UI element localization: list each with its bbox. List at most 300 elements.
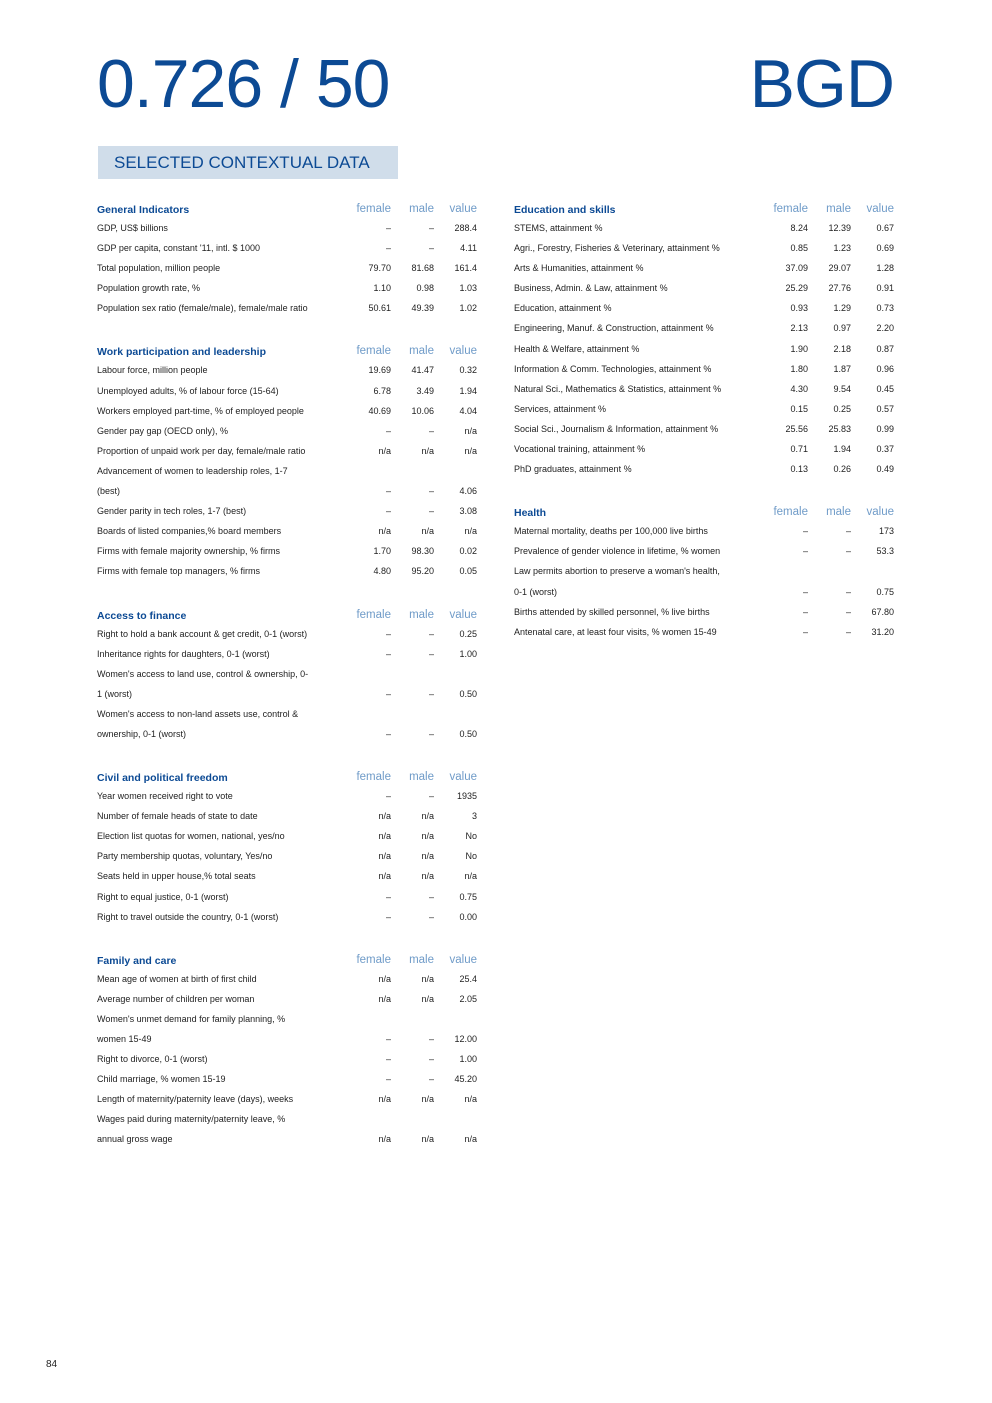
overall-value: 0.69: [876, 243, 894, 254]
section-title: Health: [514, 507, 547, 520]
row-values: [765, 258, 894, 278]
row-label: [97, 644, 348, 664]
overall-value: 0.49: [876, 464, 894, 475]
row-label-text: Births attended by skilled personnel, % live births: [514, 606, 710, 617]
table-row: [97, 969, 477, 989]
row-label-text: STEMS, attainment %: [514, 223, 603, 233]
row-label-text: Child marriage, % women 15-19: [97, 1074, 226, 1085]
table-row: [97, 644, 477, 664]
row-values: [765, 298, 894, 318]
row-label-text: Mean age of women at birth of first child: [97, 973, 257, 984]
table-row: [97, 786, 477, 806]
column-header-male: male: [826, 203, 851, 215]
female-value: n/a: [378, 526, 391, 537]
female-value: –: [802, 586, 808, 597]
male-value: 1.94: [833, 444, 851, 455]
male-value: –: [428, 486, 434, 497]
row-label-text: Gender parity in tech roles, 1-7 (best): [97, 506, 247, 517]
row-label: [514, 602, 765, 622]
row-label: [514, 278, 765, 298]
male-value: 0.26: [833, 464, 851, 475]
overall-value: 173: [878, 526, 894, 537]
male-value: –: [428, 243, 434, 254]
section-title: Work participation and leadership: [97, 346, 267, 359]
female-value: 1.90: [790, 343, 808, 354]
left-column: [97, 196, 477, 1170]
country-code: BGD: [749, 46, 894, 122]
female-value: 1.80: [790, 363, 808, 374]
row-label: [514, 318, 765, 338]
row-values: [348, 258, 477, 278]
table-row: [97, 541, 477, 561]
table-row: [97, 664, 477, 704]
row-values: [348, 866, 477, 886]
male-value: 49.39: [411, 303, 434, 314]
table-row: [514, 439, 894, 459]
page-number: 84: [46, 1359, 58, 1370]
female-value: –: [385, 728, 391, 739]
row-label-text: Population growth rate, %: [97, 283, 201, 294]
female-value: –: [385, 688, 391, 699]
overall-value: 0.50: [459, 688, 477, 699]
row-label-text: Women's access to non-land assets use, control &: [97, 708, 299, 719]
male-value: 29.07: [828, 263, 851, 274]
row-label: [97, 1009, 348, 1049]
row-values: [348, 218, 477, 238]
row-label-text: Workers employed part-time, % of employed people: [97, 405, 304, 416]
male-value: n/a: [421, 851, 434, 862]
male-value: n/a: [421, 526, 434, 537]
row-label: [97, 664, 348, 704]
overall-value: 0.91: [876, 283, 894, 294]
row-label-text: Election list quotas for women, national, yes/no: [97, 831, 285, 842]
row-label: [97, 521, 348, 541]
table-row: [514, 379, 894, 399]
row-values: [348, 298, 477, 318]
row-label: [97, 624, 348, 644]
row-label-text-continued: (best): [97, 486, 121, 497]
row-values: [348, 1109, 477, 1149]
row-label-text: Gender pay gap (OECD only), %: [97, 425, 229, 436]
overall-value: 1.02: [459, 303, 477, 314]
table-row: [514, 622, 894, 642]
female-value: –: [802, 626, 808, 637]
table-row: [514, 298, 894, 318]
row-label: [97, 1069, 348, 1089]
column-header-male: male: [409, 345, 434, 358]
row-label-text: Social Sci., Journalism & Information, attainment %: [514, 423, 719, 434]
row-label: [97, 1109, 348, 1149]
female-value: 4.30: [790, 383, 808, 394]
female-value: –: [385, 243, 391, 254]
overall-value: 4.11: [460, 243, 477, 254]
table-row: [97, 704, 477, 744]
male-value: –: [428, 223, 434, 233]
section-banner: SELECTED CONTEXTUAL DATA: [98, 146, 398, 179]
row-label: [97, 501, 348, 521]
row-label-text: Antenatal care, at least four visits, % women 15-49: [514, 626, 717, 637]
row-label: [514, 379, 765, 399]
column-header-female: female: [356, 345, 391, 358]
male-value: –: [428, 628, 434, 639]
male-value: 1.29: [833, 303, 851, 314]
male-value: –: [845, 626, 851, 637]
table-row: [514, 419, 894, 439]
overall-value: 0.87: [876, 343, 894, 354]
row-label-text: Firms with female top managers, % firms: [97, 566, 261, 577]
overall-value: 161.4: [454, 263, 477, 274]
row-label-text: Total population, million people: [97, 263, 221, 274]
row-label: [97, 866, 348, 886]
overall-value: 288.4: [454, 223, 477, 233]
row-label-text-continued: 0-1 (worst): [514, 586, 558, 597]
row-label: [97, 887, 348, 907]
female-value: n/a: [378, 831, 391, 842]
row-label: [97, 298, 348, 318]
male-value: n/a: [421, 445, 434, 456]
female-value: n/a: [378, 445, 391, 456]
row-label-text: Unemployed adults, % of labour force (15-64): [97, 385, 279, 396]
row-values: [348, 1009, 477, 1049]
row-values: [765, 459, 894, 479]
column-header-value: value: [449, 771, 477, 784]
row-label: [97, 381, 348, 401]
male-value: –: [428, 791, 434, 802]
row-label-text: PhD graduates, attainment %: [514, 464, 632, 475]
female-value: 0.93: [790, 303, 808, 314]
column-header-male: male: [826, 506, 851, 519]
female-value: –: [385, 891, 391, 902]
column-header-female: female: [356, 203, 391, 215]
section-education-and-skills: [514, 196, 894, 479]
table-row: [97, 278, 477, 298]
section-title: Access to finance: [97, 609, 187, 622]
row-label: [97, 786, 348, 806]
row-label-text: Information & Comm. Technologies, attainment %: [514, 363, 712, 374]
male-value: 0.97: [833, 323, 851, 334]
table-row: [97, 989, 477, 1009]
overall-value: 0.02: [459, 546, 477, 557]
row-label: [97, 421, 348, 441]
row-label: [514, 218, 765, 238]
row-label: [97, 561, 348, 581]
table-row: [97, 806, 477, 826]
section-access-to-finance: [97, 602, 477, 745]
male-value: 1.23: [833, 243, 851, 254]
male-value: –: [428, 911, 434, 922]
row-values: [348, 521, 477, 541]
male-value: n/a: [421, 871, 434, 882]
section-civil-political-freedom: [97, 764, 477, 927]
column-header-female: female: [773, 203, 808, 215]
row-label: [97, 704, 348, 744]
male-value: –: [428, 506, 434, 517]
overall-value: 4.06: [459, 486, 477, 497]
table-row: [97, 1009, 477, 1049]
overall-value: 0.32: [459, 365, 477, 376]
row-label: [514, 521, 765, 541]
row-values: [348, 786, 477, 806]
male-value: 2.18: [833, 343, 851, 354]
overall-value: 0.99: [876, 423, 894, 434]
overall-value: 0.57: [876, 403, 894, 414]
row-label-text-continued: women 15-49: [97, 1034, 152, 1044]
table-row: [97, 461, 477, 501]
table-row: [514, 359, 894, 379]
female-value: 0.13: [790, 464, 808, 475]
row-label: [97, 846, 348, 866]
row-values: [348, 1089, 477, 1109]
table-row: [514, 218, 894, 238]
overall-value: 53.3: [876, 546, 894, 557]
column-header-male: male: [409, 608, 434, 621]
row-label: [97, 826, 348, 846]
column-header-value: value: [866, 506, 894, 519]
overall-value: 4.04: [459, 405, 477, 416]
overall-value: n/a: [464, 425, 477, 436]
table-row: [514, 561, 894, 601]
row-values: [348, 441, 477, 461]
row-values: [765, 541, 894, 561]
row-label-text: Business, Admin. & Law, attainment %: [514, 283, 668, 294]
male-value: n/a: [421, 1134, 434, 1145]
row-values: [348, 501, 477, 521]
male-value: n/a: [421, 811, 434, 822]
male-value: –: [428, 1074, 434, 1085]
row-label: [97, 441, 348, 461]
gender-gap-score: 0.726 / 50: [97, 46, 390, 122]
row-values: [348, 278, 477, 298]
female-value: –: [385, 1034, 391, 1044]
column-header-female: female: [356, 953, 391, 966]
row-label-text-continued: annual gross wage: [97, 1134, 173, 1145]
overall-value: 1.00: [459, 648, 477, 659]
row-values: [348, 360, 477, 380]
row-values: [765, 602, 894, 622]
row-label-text: Advancement of women to leadership roles, 1-7: [97, 465, 288, 476]
row-label: [97, 258, 348, 278]
section-header: [514, 196, 894, 218]
table-row: [97, 218, 477, 238]
male-value: n/a: [421, 973, 434, 984]
male-value: 0.98: [416, 283, 434, 294]
row-values: [348, 846, 477, 866]
table-row: [97, 1069, 477, 1089]
male-value: 9.54: [833, 383, 851, 394]
column-header-male: male: [409, 771, 434, 784]
overall-value: 0.75: [459, 891, 477, 902]
row-values: [765, 339, 894, 359]
female-value: n/a: [378, 1094, 391, 1105]
row-values: [348, 381, 477, 401]
row-label-text: Prevalence of gender violence in lifetime, % women: [514, 546, 721, 557]
female-value: n/a: [378, 973, 391, 984]
column-header-value: value: [449, 953, 477, 966]
female-value: –: [385, 911, 391, 922]
overall-value: 12.00: [454, 1034, 477, 1044]
table-row: [97, 238, 477, 258]
row-label-text: Right to equal justice, 0-1 (worst): [97, 891, 229, 902]
table-row: [514, 278, 894, 298]
table-row: [514, 318, 894, 338]
female-value: –: [385, 506, 391, 517]
row-values: [348, 989, 477, 1009]
overall-value: 0.73: [876, 303, 894, 314]
section-general-indicators: [97, 196, 477, 318]
overall-value: 0.37: [876, 444, 894, 455]
row-label-text: Boards of listed companies,% board members: [97, 526, 282, 537]
section-header: [97, 602, 477, 624]
female-value: –: [802, 526, 808, 537]
female-value: –: [385, 1054, 391, 1065]
row-label-text: GDP, US$ billions: [97, 223, 168, 233]
table-row: [97, 826, 477, 846]
table-row: [97, 521, 477, 541]
row-label: [97, 360, 348, 380]
overall-value: 3: [471, 811, 477, 822]
row-values: [348, 806, 477, 826]
section-header: [97, 338, 477, 360]
section-header: [97, 764, 477, 786]
male-value: –: [845, 526, 851, 537]
female-value: n/a: [378, 1134, 391, 1145]
female-value: 37.09: [785, 263, 808, 274]
row-label: [97, 238, 348, 258]
row-label: [514, 359, 765, 379]
row-label-text: Health & Welfare, attainment %: [514, 343, 640, 354]
column-header-value: value: [449, 608, 477, 621]
row-label: [97, 541, 348, 561]
overall-value: n/a: [464, 871, 477, 882]
male-value: 27.76: [828, 283, 851, 294]
table-row: [97, 258, 477, 278]
section-title: General Indicators: [97, 204, 190, 216]
row-label: [514, 298, 765, 318]
overall-value: n/a: [464, 1094, 477, 1105]
row-label-text: Vocational training, attainment %: [514, 444, 646, 455]
row-values: [348, 969, 477, 989]
female-value: –: [385, 1074, 391, 1085]
overall-value: No: [465, 851, 477, 862]
row-label: [514, 622, 765, 642]
table-row: [514, 258, 894, 278]
male-value: –: [845, 586, 851, 597]
row-values: [765, 399, 894, 419]
row-label-text: Firms with female majority ownership, % firms: [97, 546, 281, 557]
overall-value: 31.20: [871, 626, 894, 637]
row-label: [97, 1089, 348, 1109]
row-label-text: Proportion of unpaid work per day, female/male ratio: [97, 445, 306, 456]
female-value: –: [802, 606, 808, 617]
overall-value: 0.50: [459, 728, 477, 739]
row-values: [765, 278, 894, 298]
row-values: [348, 401, 477, 421]
row-label-text: Year women received right to vote: [97, 791, 233, 802]
section-work-participation: [97, 338, 477, 581]
table-row: [97, 360, 477, 380]
table-row: [97, 1109, 477, 1149]
row-label-text: Number of female heads of state to date: [97, 811, 258, 822]
table-row: [514, 541, 894, 561]
female-value: 79.70: [368, 263, 391, 274]
male-value: –: [428, 688, 434, 699]
overall-value: n/a: [464, 445, 477, 456]
row-values: [765, 622, 894, 642]
row-label: [97, 989, 348, 1009]
row-values: [765, 318, 894, 338]
overall-value: 0.75: [876, 586, 894, 597]
row-values: [348, 644, 477, 664]
section-health: [514, 499, 894, 642]
female-value: –: [385, 628, 391, 639]
female-value: –: [385, 425, 391, 436]
overall-value: 45.20: [454, 1074, 477, 1085]
female-value: 4.80: [373, 566, 391, 577]
row-label-text: Law permits abortion to preserve a woman's health,: [514, 566, 720, 577]
row-label-text: Length of maternity/paternity leave (days), weeks: [97, 1094, 294, 1105]
male-value: 98.30: [411, 546, 434, 557]
overall-value: 0.45: [876, 383, 894, 394]
table-row: [514, 521, 894, 541]
female-value: 25.29: [785, 283, 808, 294]
overall-value: 1.00: [459, 1054, 477, 1065]
column-header-male: male: [409, 953, 434, 966]
female-value: n/a: [378, 871, 391, 882]
female-value: 50.61: [368, 303, 391, 314]
row-label: [514, 238, 765, 258]
row-label: [97, 969, 348, 989]
column-header-female: female: [356, 608, 391, 621]
column-header-female: female: [773, 506, 808, 519]
male-value: 1.87: [833, 363, 851, 374]
row-label-text: Population sex ratio (female/male), female/male ratio: [97, 303, 308, 314]
overall-value: 0.05: [459, 566, 477, 577]
row-values: [765, 359, 894, 379]
row-values: [765, 238, 894, 258]
row-label-text: Women's access to land use, control & ownership, 0-: [97, 668, 309, 679]
female-value: 0.85: [790, 243, 808, 254]
column-header-value: value: [449, 203, 477, 215]
table-row: [97, 846, 477, 866]
row-label: [97, 1049, 348, 1069]
overall-value: 0.00: [459, 911, 477, 922]
overall-value: No: [465, 831, 477, 842]
male-value: 41.47: [411, 365, 434, 376]
row-label: [97, 401, 348, 421]
column-header-female: female: [356, 771, 391, 784]
female-value: 0.15: [790, 403, 808, 414]
female-value: 8.24: [790, 223, 808, 233]
male-value: n/a: [421, 831, 434, 842]
row-values: [348, 421, 477, 441]
row-values: [348, 1069, 477, 1089]
row-label: [514, 561, 765, 601]
row-values: [765, 218, 894, 238]
row-values: [765, 419, 894, 439]
row-label-text: Education, attainment %: [514, 303, 612, 314]
overall-value: 1.28: [876, 263, 894, 274]
column-header-value: value: [449, 345, 477, 358]
male-value: –: [428, 425, 434, 436]
table-row: [97, 887, 477, 907]
female-value: 19.69: [368, 365, 391, 376]
overall-value: n/a: [464, 526, 477, 537]
row-label-text: Wages paid during maternity/paternity leave, %: [97, 1114, 286, 1125]
male-value: –: [845, 546, 851, 557]
row-label-text: GDP per capita, constant '11, intl. $ 1000: [97, 243, 260, 254]
table-row: [514, 399, 894, 419]
female-value: n/a: [378, 993, 391, 1004]
